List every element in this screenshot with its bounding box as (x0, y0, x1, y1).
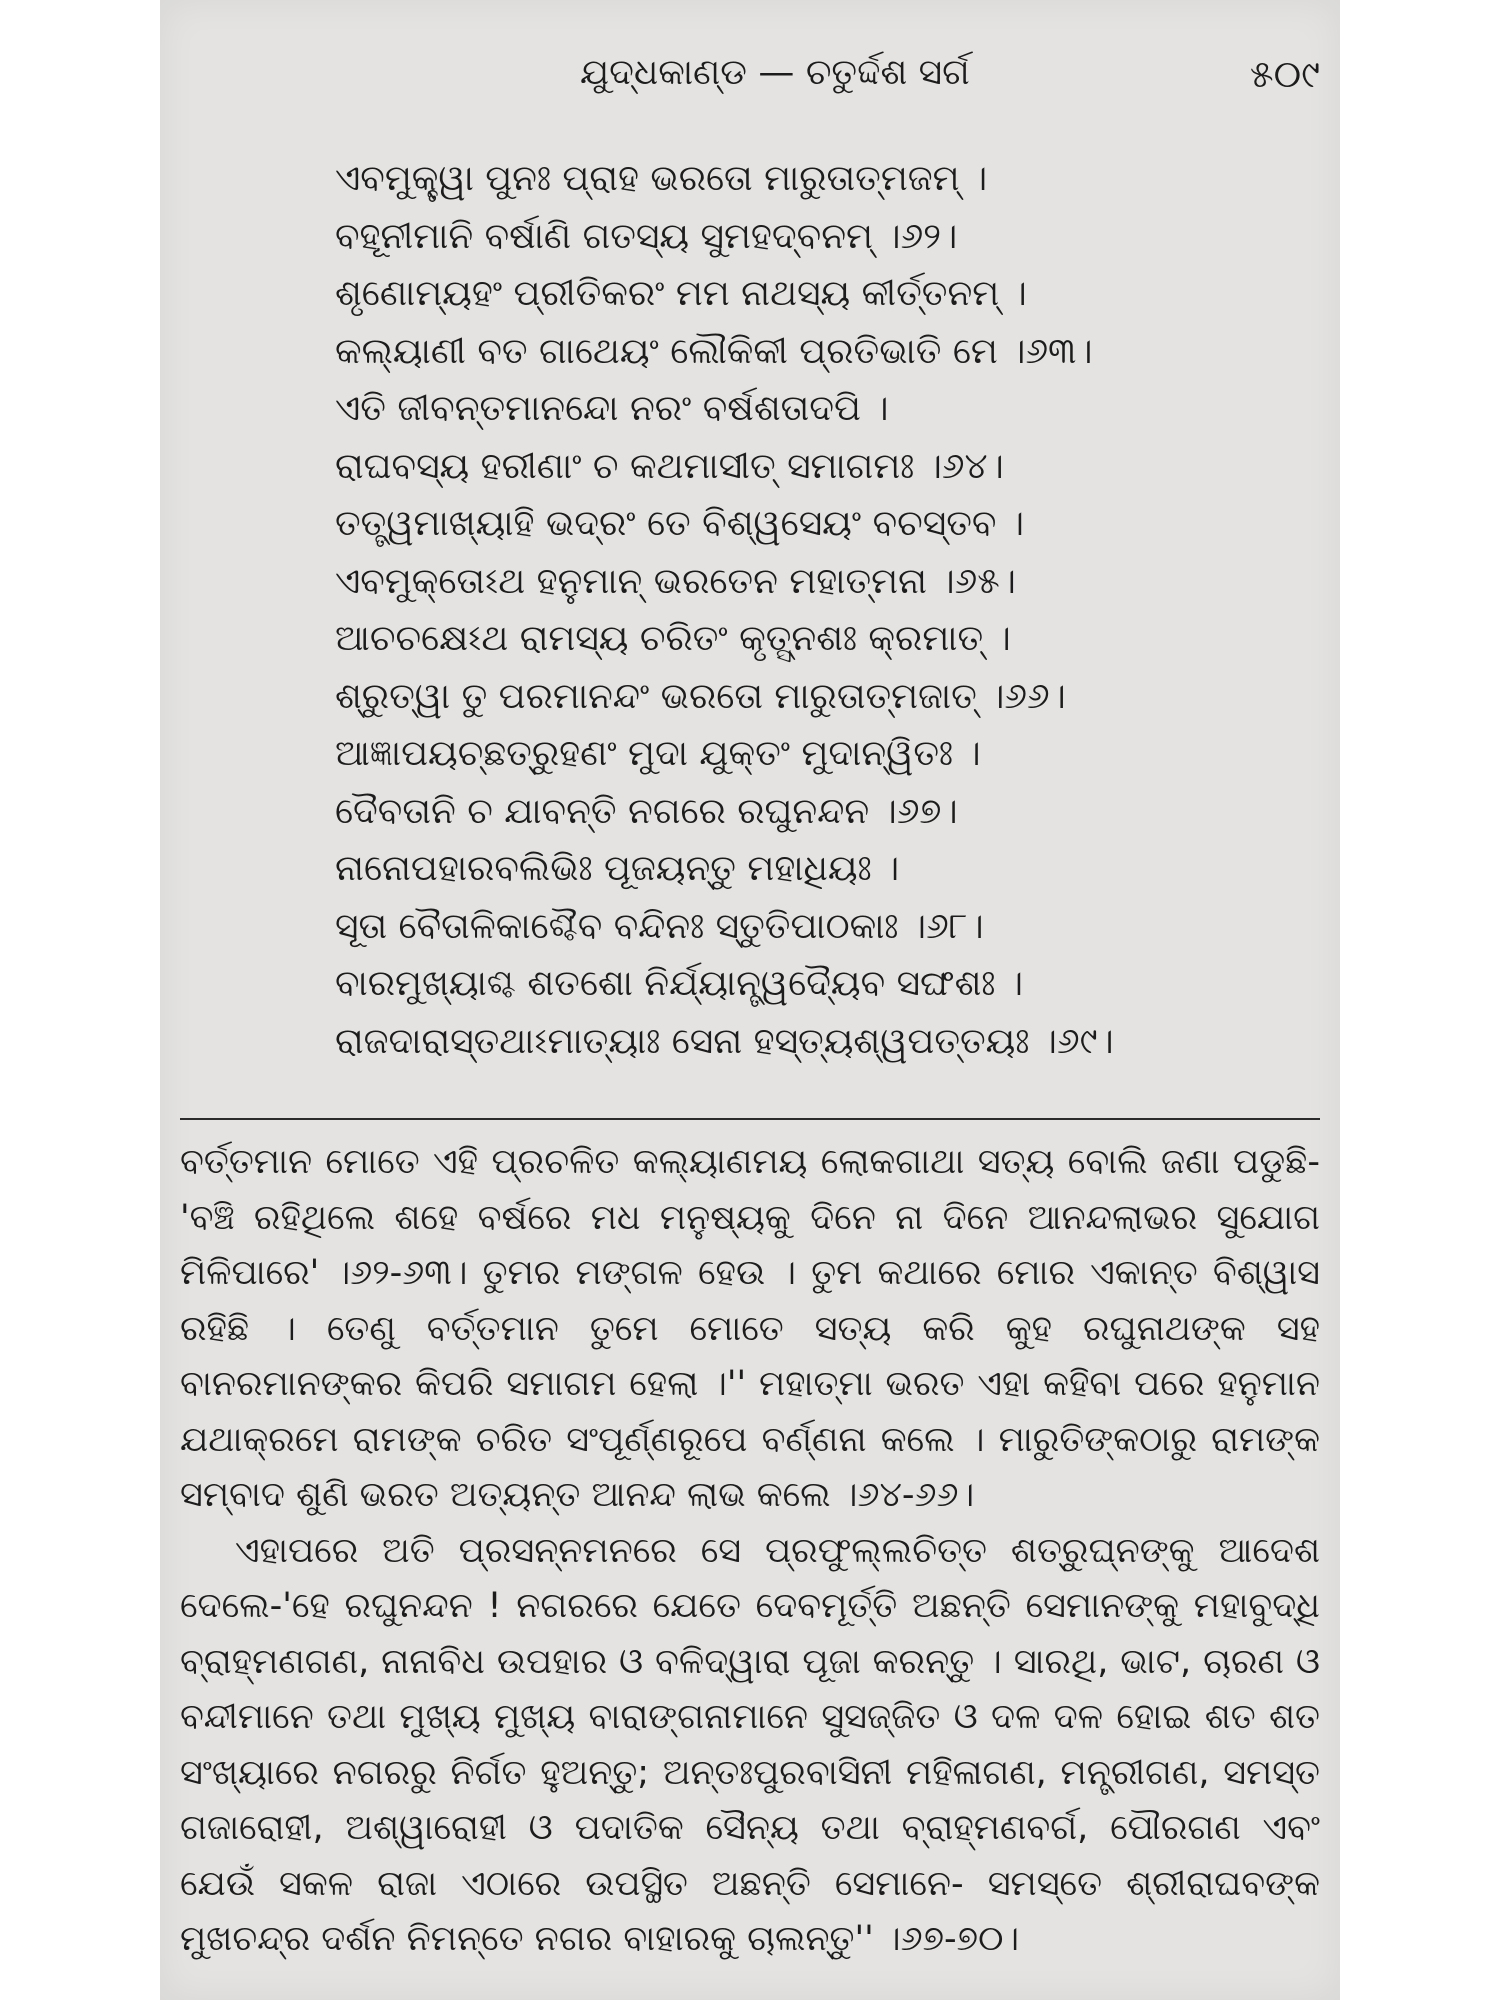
verse-line: ଏତି ଜୀବନ୍ତମାନନ୍ଦୋ ନରଂ ବର୍ଷଶତାଦପି । (335, 388, 889, 429)
verse-line: ରାଘବସ୍ୟ ହରୀଣାଂ ଚ କଥମାସୀତ୍ ସମାଗମଃ ।୬୪। (335, 445, 1004, 487)
verse-line: ତତ୍ତ୍ୱମାଖ୍ୟାହି ଭଦ୍ରଂ ତେ ବିଶ୍ୱସେୟଂ ବଚସ୍ତବ । (335, 503, 1025, 544)
verse-line: କଲ୍ୟାଣୀ ବତ ଗାଥେୟଂ ଲୌକିକୀ ପ୍ରତିଭାତି ମେ ।୬୩। (335, 330, 1093, 372)
book-page (160, 0, 1340, 2000)
translation-paragraph: ବର୍ତ୍ତମାନ ମୋତେ ଏହି ପ୍ରଚଳିତ କଲ୍ୟାଣମୟ ଲୋକଗାଥା ସତ୍ୟ ବୋଲି ଜଣା ପଡୁଛି-'ବଞ୍ଚି ରହିଥିଲେ ଶହେ ବର୍ଷରେ ମଧ ମନୁଷ୍ୟକୁ ଦିନେ ନା ଦିନେ ଆନନ୍ଦଲାଭର ସୁଯୋଗ ମିଳିପାରେ' ।୬୨-୬୩। ତୁମର ମଙ୍ଗଳ ହେଉ । ତୁମ କଥାରେ ମୋର ଏକାନ୍ତ ବିଶ୍ୱାସ ରହିଛି । ତେଣୁ ବର୍ତ୍ତମାନ ତୁମେ ମୋତେ ସତ୍ୟ କରି କୁହ ରଘୁନାଥଙ୍କ ସହ ବାନରମାନଙ୍କର କିପରି ସମାଗମ ହେଲା ।'' ମହାତ୍ମା ଭରତ ଏହା କହିବା ପରେ ହନୁମାନ ଯଥାକ୍ରମେ ରାମଙ୍କ ଚରିତ ସଂପୂର୍ଣ୍ଣରୂପେ ବର୍ଣ୍ଣନା କଲେ । ମାରୁତିଙ୍କଠାରୁ ରାମଙ୍କ ସମ୍ବାଦ ଶୁଣି ଭରତ ଅତ୍ୟନ୍ତ ଆନନ୍ଦ ଲାଭ କଲେ ।୬୪-୬୬। (180, 1142, 1320, 1515)
verse-line: ବହୂନୀମାନି ବର୍ଷାଣି ଗତସ୍ୟ ସୁମହଦ୍‌ବନମ୍ ।୬୨। (335, 215, 958, 257)
verse-line: ଆଚଚକ୍ଷେଽଥ ରାମସ୍ୟ ଚରିତଂ କୃତ୍ସ୍ନଶଃ କ୍ରମାତ୍ । (335, 618, 1011, 659)
odia-translation (180, 1135, 1320, 1968)
verse-line: ରାଜଦାରାସ୍ତଥାଽମାତ୍ୟାଃ ସେନା ହସ୍ତ୍ୟଶ୍ୱପତ୍ତୟଃ ।୬୯। (335, 1020, 1114, 1062)
translation-paragraph: ଏହାପରେ ଅତି ପ୍ରସନ୍ନମନରେ ସେ ପ୍ରଫୁଲ୍ଲଚିତ୍ତ ଶତ୍ରୁଘ୍ନଙ୍କୁ ଆଦେଶ ଦେଲେ-'ହେ ରଘୁନନ୍ଦନ ! ନଗରରେ ଯେତେ ଦେବମୂର୍ତ୍ତି ଅଛନ୍ତି ସେମାନଙ୍କୁ ମହାବୁଦ୍ଧି ବ୍ରାହ୍ମଣଗଣ, ନାନାବିଧ ଉପହାର ଓ ବଳିଦ୍ୱାରା ପୂଜା କରନ୍ତୁ । ସାରଥି, ଭାଟ, ଚାରଣ ଓ ବନ୍ଦୀମାନେ ତଥା ମୁଖ୍ୟ ମୁଖ୍ୟ ବାରାଙ୍ଗନାମାନେ ସୁସଜ୍ଜିତ ଓ ଦଳ ଦଳ ହୋଇ ଶତ ଶତ ସଂଖ୍ୟାରେ ନଗରରୁ ନିର୍ଗତ ହୁଅନ୍ତୁ; ଅନ୍ତଃପୁରବାସିନୀ ମହିଳାଗଣ, ମନ୍ତ୍ରୀଗଣ, ସମସ୍ତ ଗଜାରୋହୀ, ଅଶ୍ୱାରୋହୀ ଓ ପଦାତିକ ସୈନ୍ୟ ତଥା ବ୍ରାହ୍ମଣବର୍ଗ, ପୌରଗଣ ଏବଂ ଯେଉଁ ସକଳ ରାଜା ଏଠାରେ ଉପସ୍ଥିତ ଅଛନ୍ତି ସେମାନେ- ସମସ୍ତେ ଶ୍ରୀରାଘବଙ୍କ ମୁଖଚନ୍ଦ୍ର ଦର୍ଶନ ନିମନ୍ତେ ନଗର ବାହାରକୁ ଚାଲନ୍ତୁ'' ।୬୭-୭୦। (180, 1530, 1320, 1959)
page-header (160, 52, 1340, 112)
verse-line: ଶ୍ରୁତ୍ୱା ତୁ ପରମାନନ୍ଦଂ ଭରତୋ ମାରୁତାତ୍ମଜାତ୍ ।୬୬। (335, 675, 1066, 717)
running-header-title: ଯୁଦ୍ଧକାଣ୍ଡ — ଚତୁର୍ଦ୍ଦଶ ସର୍ଗ (580, 52, 970, 93)
verse-line: ଏବମୁକ୍ତ୍ୱା ପୁନଃ ପ୍ରାହ ଭରତୋ ମାରୁତାତ୍ମଜମ୍ । (335, 158, 988, 199)
verse-line: ଶୃଣୋମ୍ୟହଂ ପ୍ରୀତିକରଂ ମମ ନାଥସ୍ୟ କୀର୍ତ୍ତନମ୍ । (335, 273, 1027, 314)
verse-line: ଆଜ୍ଞାପୟଚ୍ଛତ୍ରୁହଣଂ ମୁଦା ଯୁକ୍ତଂ ମୁଦାନ୍ୱିତଃ । (335, 733, 981, 774)
section-divider (180, 1118, 1320, 1120)
verse-line: ଦୈବତାନି ଚ ଯାବନ୍ତି ନଗରେ ରଘୁନନ୍ଦନ ।୬୭। (335, 790, 958, 832)
verse-line: ସୂତା ବୈତାଳିକାଶ୍ଚୈବ ବନ୍ଦିନଃ ସ୍ତୁତିପାଠକାଃ ।୬୮। (335, 905, 984, 947)
verse-line: ଏବମୁକ୍ତୋଽଥ ହନୁମାନ୍ ଭରତେନ ମହାତ୍ମନା ।୬୫। (335, 560, 1016, 602)
verse-line: ବାରମୁଖ୍ୟାଶ୍ଚ ଶତଶୋ ନିର୍ଯ୍ୟାନ୍ତ୍ୱଦ୍ୟୈବ ସଙ୍ଘଶଃ । (335, 963, 1024, 1004)
sanskrit-verses (335, 150, 1335, 1070)
page-number: ୫୦୯ (1249, 52, 1320, 96)
verse-line: ନାନୋପହାରବଲିଭିଃ ପୂଜୟନ୍ତୁ ମହାଧିୟଃ । (335, 848, 900, 889)
